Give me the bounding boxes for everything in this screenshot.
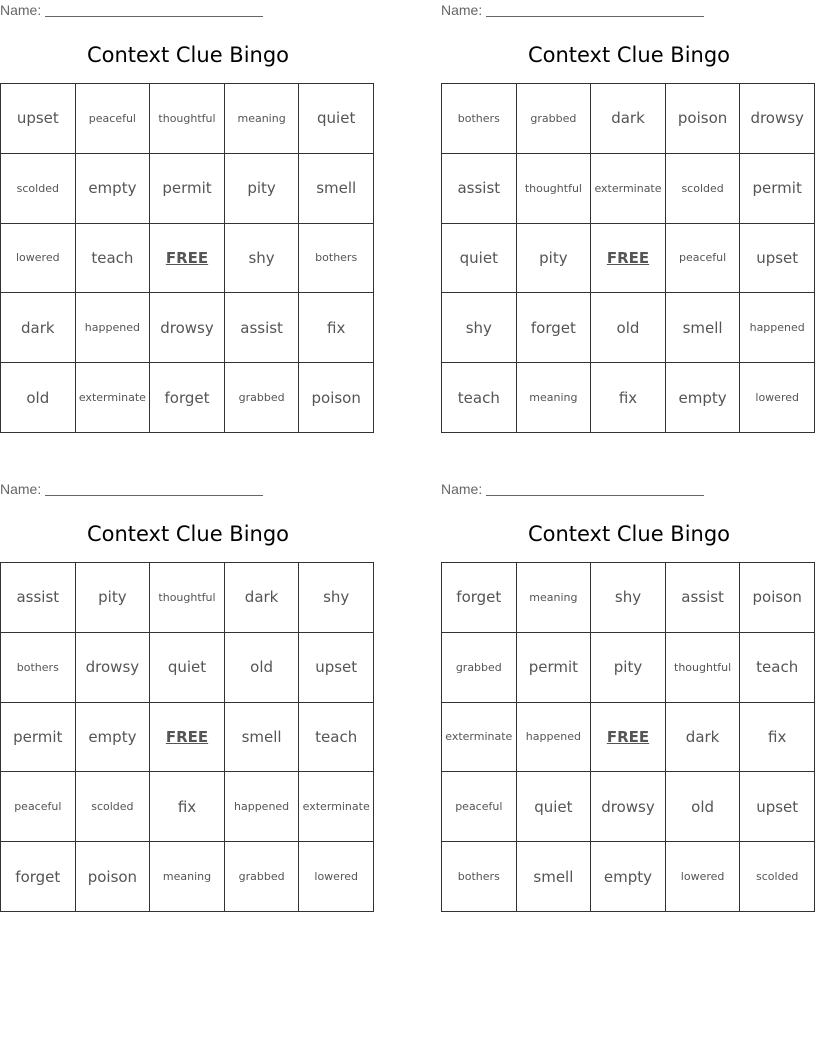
bingo-cell[interactable] xyxy=(76,363,151,433)
bingo-word: quiet xyxy=(459,248,498,267)
bingo-word: dark xyxy=(21,318,55,337)
bingo-word: lowered xyxy=(314,870,358,884)
bingo-cell[interactable] xyxy=(1,633,76,703)
bingo-cell[interactable] xyxy=(1,224,76,294)
bingo-word: dark xyxy=(244,588,279,607)
bingo-word: smell xyxy=(682,318,723,337)
bingo-cell[interactable] xyxy=(225,154,300,224)
bingo-cell[interactable] xyxy=(591,842,666,912)
bingo-cell[interactable] xyxy=(740,293,815,363)
bingo-cell[interactable] xyxy=(740,772,815,842)
bingo-word: scolded xyxy=(91,800,134,814)
bingo-cell[interactable] xyxy=(740,842,815,912)
bingo-word: empty xyxy=(603,867,653,886)
bingo-cell[interactable] xyxy=(442,84,517,154)
bingo-word: old xyxy=(26,388,50,407)
card-title: Context Clue Bingo xyxy=(527,522,731,546)
bingo-word: shy xyxy=(323,588,350,607)
name-blank[interactable] xyxy=(45,2,263,17)
bingo-word: drowsy xyxy=(750,109,804,128)
bingo-cell[interactable] xyxy=(517,842,592,912)
bingo-word: upset xyxy=(16,109,59,128)
name-blank[interactable] xyxy=(486,2,704,17)
bingo-word: smell xyxy=(316,179,357,198)
bingo-word: happened xyxy=(234,800,290,814)
bingo-cell[interactable] xyxy=(517,224,592,294)
bingo-word: lowered xyxy=(16,251,60,265)
bingo-cell[interactable] xyxy=(517,633,592,703)
bingo-cell[interactable] xyxy=(225,363,300,433)
free-space: FREE xyxy=(165,727,209,746)
bingo-word: grabbed xyxy=(530,111,577,125)
bingo-cell[interactable] xyxy=(225,703,300,773)
bingo-word: thoughtful xyxy=(674,660,732,674)
bingo-word: thoughtful xyxy=(524,181,582,195)
bingo-cell[interactable] xyxy=(1,363,76,433)
bingo-word: bothers xyxy=(16,660,59,674)
bingo-cell[interactable] xyxy=(740,563,815,633)
bingo-cell[interactable] xyxy=(299,842,374,912)
bingo-cell[interactable] xyxy=(76,703,151,773)
bingo-cell[interactable] xyxy=(299,84,374,154)
bingo-cell[interactable] xyxy=(299,363,374,433)
card-title: Context Clue Bingo xyxy=(527,43,731,67)
bingo-cell[interactable] xyxy=(517,772,592,842)
bingo-word: dark xyxy=(685,727,720,746)
name-label: Name: xyxy=(0,2,42,18)
name-label: Name: xyxy=(441,2,483,18)
bingo-cell[interactable] xyxy=(1,293,76,363)
bingo-cell[interactable] xyxy=(517,363,592,433)
bingo-cell[interactable] xyxy=(591,84,666,154)
bingo-cell[interactable] xyxy=(225,563,300,633)
bingo-word: peaceful xyxy=(455,800,503,814)
bingo-word: poison xyxy=(87,867,138,886)
bingo-cell[interactable] xyxy=(442,842,517,912)
bingo-grid xyxy=(0,562,374,912)
bingo-word: happened xyxy=(749,321,805,335)
bingo-word: teach xyxy=(91,248,134,267)
bingo-cell[interactable] xyxy=(442,293,517,363)
bingo-word: empty xyxy=(88,727,137,746)
bingo-word: bothers xyxy=(457,111,500,125)
bingo-cell[interactable] xyxy=(299,154,374,224)
bingo-cell[interactable] xyxy=(442,224,517,294)
bingo-cell[interactable] xyxy=(76,842,151,912)
bingo-word: peaceful xyxy=(678,251,727,265)
bingo-cell[interactable] xyxy=(150,633,225,703)
bingo-word: assist xyxy=(240,318,283,337)
bingo-word: quiet xyxy=(317,109,356,128)
bingo-word: quiet xyxy=(167,658,207,677)
bingo-word: peaceful xyxy=(14,800,62,814)
bingo-word: bothers xyxy=(315,251,358,265)
bingo-word: fix xyxy=(618,388,638,407)
bingo-cell[interactable] xyxy=(591,703,666,773)
bingo-cell[interactable] xyxy=(76,224,151,294)
bingo-word: assist xyxy=(681,588,724,607)
bingo-cell[interactable] xyxy=(150,84,225,154)
bingo-cell[interactable] xyxy=(591,563,666,633)
bingo-word: smell xyxy=(533,867,574,886)
bingo-cell[interactable] xyxy=(225,224,300,294)
bingo-word: grabbed xyxy=(238,391,285,405)
bingo-cell[interactable] xyxy=(442,154,517,224)
bingo-grid xyxy=(441,83,815,433)
bingo-cell[interactable] xyxy=(517,293,592,363)
bingo-cell[interactable] xyxy=(225,842,300,912)
bingo-word: permit xyxy=(528,658,579,677)
bingo-cell[interactable] xyxy=(299,563,374,633)
bingo-cell[interactable] xyxy=(76,633,151,703)
bingo-cell[interactable] xyxy=(1,842,76,912)
bingo-cell[interactable] xyxy=(666,563,741,633)
name-line xyxy=(0,481,270,499)
bingo-cell[interactable] xyxy=(442,633,517,703)
bingo-word: happened xyxy=(525,730,581,744)
bingo-cell[interactable] xyxy=(740,154,815,224)
bingo-cell[interactable] xyxy=(591,633,666,703)
bingo-word: lowered xyxy=(755,391,799,405)
bingo-word: meaning xyxy=(237,111,286,125)
bingo-cell[interactable] xyxy=(740,363,815,433)
bingo-word: drowsy xyxy=(160,318,214,337)
bingo-cell[interactable] xyxy=(517,154,592,224)
bingo-cell[interactable] xyxy=(150,563,225,633)
bingo-cell[interactable] xyxy=(1,84,76,154)
bingo-cell[interactable] xyxy=(591,363,666,433)
bingo-cell[interactable] xyxy=(666,293,741,363)
bingo-cell[interactable] xyxy=(517,703,592,773)
bingo-cell[interactable] xyxy=(666,772,741,842)
bingo-word: shy xyxy=(465,318,492,337)
bingo-word: happened xyxy=(84,321,140,335)
bingo-word: teach xyxy=(315,727,358,746)
bingo-cell[interactable] xyxy=(442,363,517,433)
bingo-word: pity xyxy=(539,248,568,267)
bingo-word: poison xyxy=(311,388,361,407)
bingo-grid xyxy=(441,562,815,912)
bingo-cell[interactable] xyxy=(591,772,666,842)
bingo-word: lowered xyxy=(680,870,725,884)
free-space: FREE xyxy=(606,727,650,746)
bingo-word: poison xyxy=(677,109,728,128)
bingo-word: forget xyxy=(15,867,61,886)
card-title: Context Clue Bingo xyxy=(86,522,290,546)
bingo-word: meaning xyxy=(162,870,212,884)
bingo-cell[interactable] xyxy=(666,363,741,433)
bingo-word: pity xyxy=(247,179,276,198)
bingo-cell[interactable] xyxy=(442,703,517,773)
name-line xyxy=(0,2,270,20)
bingo-cell[interactable] xyxy=(76,772,151,842)
bingo-cell[interactable] xyxy=(666,842,741,912)
bingo-cell[interactable] xyxy=(442,772,517,842)
bingo-cell[interactable] xyxy=(666,224,741,294)
name-line xyxy=(441,481,711,499)
bingo-word: empty xyxy=(88,179,137,198)
bingo-cell[interactable] xyxy=(517,563,592,633)
bingo-cell[interactable] xyxy=(76,293,151,363)
bingo-word: dark xyxy=(611,109,645,128)
bingo-cell[interactable] xyxy=(150,703,225,773)
bingo-word: forget xyxy=(164,388,210,407)
bingo-cell[interactable] xyxy=(591,224,666,294)
bingo-word: teach xyxy=(756,658,799,677)
name-label: Name: xyxy=(0,481,42,497)
bingo-word: permit xyxy=(752,179,802,198)
bingo-cell[interactable] xyxy=(591,293,666,363)
bingo-word: quiet xyxy=(534,797,573,816)
bingo-word: exterminate xyxy=(445,730,513,744)
bingo-cell[interactable] xyxy=(76,154,151,224)
bingo-word: forget xyxy=(456,588,502,607)
bingo-cell[interactable] xyxy=(591,154,666,224)
bingo-cell[interactable] xyxy=(666,703,741,773)
bingo-cell[interactable] xyxy=(299,293,374,363)
card-title: Context Clue Bingo xyxy=(86,43,290,67)
bingo-word: pity xyxy=(613,658,643,677)
bingo-cell[interactable] xyxy=(1,772,76,842)
bingo-cell[interactable] xyxy=(76,84,151,154)
bingo-word: drowsy xyxy=(601,797,655,816)
bingo-word: exterminate xyxy=(594,181,662,195)
name-line xyxy=(441,2,711,20)
bingo-cell[interactable] xyxy=(150,363,225,433)
bingo-word: scolded xyxy=(681,181,724,195)
bingo-cell[interactable] xyxy=(299,772,374,842)
bingo-cell[interactable] xyxy=(517,84,592,154)
bingo-cell[interactable] xyxy=(299,703,374,773)
bingo-cell[interactable] xyxy=(666,84,741,154)
bingo-cell[interactable] xyxy=(150,772,225,842)
bingo-word: drowsy xyxy=(85,658,140,677)
bingo-word: permit xyxy=(162,179,212,198)
bingo-cell[interactable] xyxy=(225,84,300,154)
bingo-cell[interactable] xyxy=(225,772,300,842)
bingo-cell[interactable] xyxy=(299,224,374,294)
bingo-cell[interactable] xyxy=(666,633,741,703)
bingo-word: thoughtful xyxy=(158,590,216,604)
bingo-word: old xyxy=(691,797,715,816)
bingo-cell[interactable] xyxy=(150,842,225,912)
bingo-cell[interactable] xyxy=(1,154,76,224)
bingo-grid xyxy=(0,83,374,433)
bingo-word: empty xyxy=(678,388,727,407)
bingo-word: forget xyxy=(530,318,576,337)
name-blank[interactable] xyxy=(45,481,263,496)
bingo-word: scolded xyxy=(16,181,59,195)
bingo-cell[interactable] xyxy=(150,154,225,224)
bingo-word: scolded xyxy=(756,870,799,884)
bingo-word: exterminate xyxy=(302,800,370,814)
bingo-cell[interactable] xyxy=(76,563,151,633)
bingo-word: teach xyxy=(457,388,500,407)
free-space: FREE xyxy=(165,248,209,267)
bingo-cell[interactable] xyxy=(740,703,815,773)
bingo-word: upset xyxy=(756,248,799,267)
free-space: FREE xyxy=(606,248,650,267)
bingo-cell[interactable] xyxy=(666,154,741,224)
bingo-word: smell xyxy=(241,727,282,746)
name-blank[interactable] xyxy=(486,481,704,496)
bingo-cell[interactable] xyxy=(740,633,815,703)
bingo-word: shy xyxy=(248,248,275,267)
bingo-word: fix xyxy=(327,318,346,337)
bingo-word: bothers xyxy=(457,870,500,884)
bingo-word: upset xyxy=(756,797,799,816)
bingo-word: thoughtful xyxy=(158,111,216,125)
bingo-word: peaceful xyxy=(88,111,136,125)
bingo-word: exterminate xyxy=(78,391,146,405)
bingo-word: meaning xyxy=(529,391,578,405)
bingo-word: grabbed xyxy=(455,660,502,674)
bingo-word: fix xyxy=(177,797,197,816)
bingo-word: fix xyxy=(768,727,787,746)
bingo-cell[interactable] xyxy=(442,563,517,633)
bingo-word: meaning xyxy=(529,590,578,604)
bingo-word: assist xyxy=(16,588,60,607)
bingo-cell[interactable] xyxy=(1,703,76,773)
bingo-word: shy xyxy=(614,588,642,607)
bingo-cell[interactable] xyxy=(299,633,374,703)
bingo-cell[interactable] xyxy=(150,293,225,363)
bingo-word: poison xyxy=(752,588,802,607)
bingo-cell[interactable] xyxy=(225,293,300,363)
bingo-cell[interactable] xyxy=(740,224,815,294)
bingo-word: upset xyxy=(315,658,358,677)
bingo-word: grabbed xyxy=(238,870,285,884)
name-label: Name: xyxy=(441,481,483,497)
bingo-word: permit xyxy=(13,727,63,746)
bingo-word: pity xyxy=(98,588,127,607)
bingo-word: old xyxy=(616,318,640,337)
bingo-word: old xyxy=(250,658,274,677)
bingo-word: assist xyxy=(457,179,501,198)
bingo-cell[interactable] xyxy=(740,84,815,154)
bingo-cell[interactable] xyxy=(150,224,225,294)
bingo-cell[interactable] xyxy=(225,633,300,703)
bingo-cell[interactable] xyxy=(1,563,76,633)
